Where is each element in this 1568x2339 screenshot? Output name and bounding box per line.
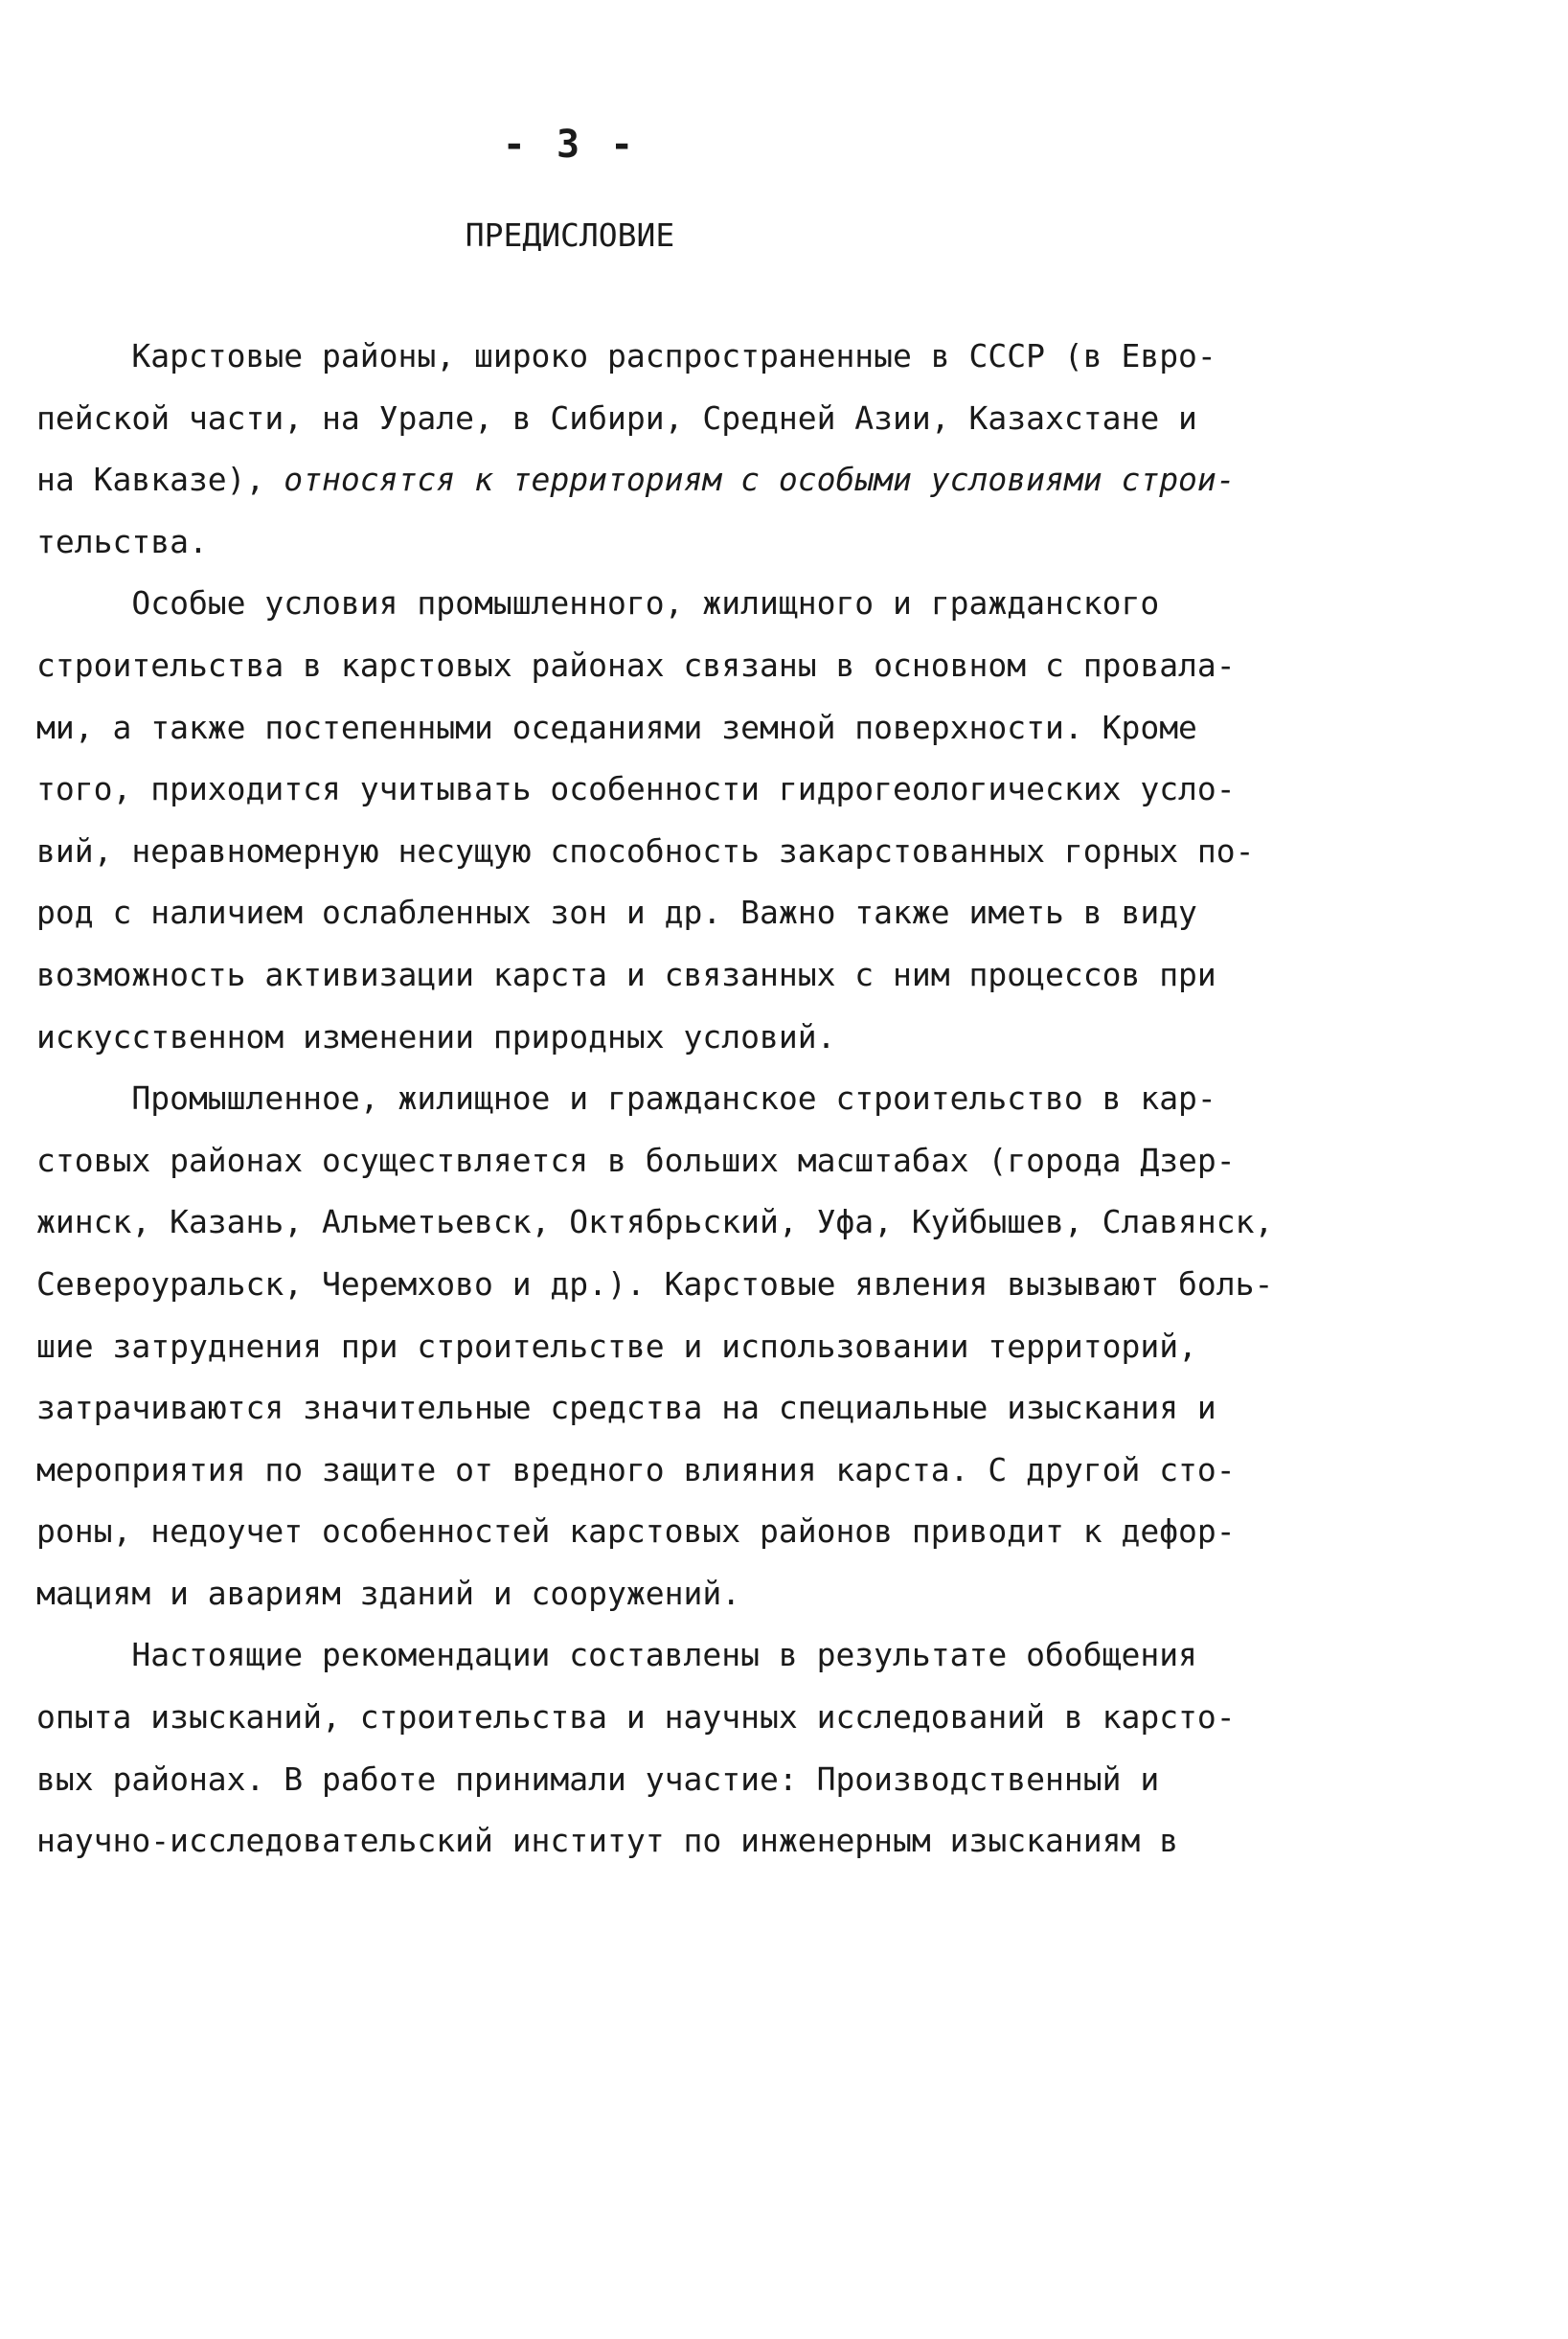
text-line-start: на Кавказе), (36, 461, 284, 499)
text-line: мациям и авариям зданий и сооружений. (36, 1574, 741, 1612)
page-title: ПРЕДИСЛОВИЕ (465, 216, 675, 254)
text-line: затрачиваются значительные средства на специальные изыскания и (36, 1389, 1216, 1427)
text-line: мероприятия по защите от вредного влияния карста. С другой сто- (36, 1450, 1236, 1488)
text-line: жинск, Казань, Альметьевск, Октябрьский, Уфа, Куйбышев, Славянск, (36, 1203, 1274, 1241)
text-line: тельства. (36, 522, 208, 560)
text-line: опыта изысканий, строительства и научных исследований в карсто- (36, 1698, 1236, 1737)
text-line: стовых районах осуществляется в больших масштабах (города Дзер- (36, 1141, 1236, 1179)
text-line: возможность активизации карста и связанных с ним процессов при (36, 955, 1216, 993)
text-line: искусственном изменении природных условий. (36, 1017, 836, 1056)
text-line: Особые условия промышленного, жилищного и гражданского (36, 584, 1160, 623)
text-line: Настоящие рекомендации составлены в результате обобщения (36, 1636, 1197, 1674)
text-line: Карстовые районы, широко распространенные в СССР (в Евро- (36, 337, 1216, 375)
text-line: того, приходится учитывать особенности гидрогеологических усло- (36, 770, 1236, 808)
text-line: научно-исследовательский институт по инженерным изысканиям в (36, 1822, 1179, 1860)
text-line: вий, неравномерную несущую способность закарстованных горных по- (36, 831, 1255, 870)
text-line: ми, а также постепенными оседаниями земной поверхности. Кроме (36, 708, 1197, 746)
page-number: - 3 - (502, 123, 638, 167)
body-text (36, 326, 1282, 1873)
text-line: Промышленное, жилищное и гражданское строительство в кар- (36, 1079, 1216, 1118)
text-line: пейской части, на Урале, в Сибири, Средней Азии, Казахстане и (36, 398, 1197, 437)
text-line: вых районах. В работе принимали участие: Производственный и (36, 1760, 1160, 1798)
text-line (36, 449, 1282, 511)
text-line: род с наличием ослабленных зон и др. Важно также иметь в виду (36, 894, 1197, 932)
text-line: Североуральск, Черемхово и др.). Карстовые явления вызывают боль- (36, 1264, 1274, 1303)
italic-phrase: относятся к территориям с особыми условиями строи- (284, 461, 1236, 499)
text-line: шие затруднения при строительстве и использовании территорий, (36, 1327, 1197, 1365)
text-line: строительства в карстовых районах связаны в основном с провала- (36, 646, 1236, 684)
text-line: роны, недоучет особенностей карстовых районов приводит к дефор- (36, 1512, 1236, 1551)
